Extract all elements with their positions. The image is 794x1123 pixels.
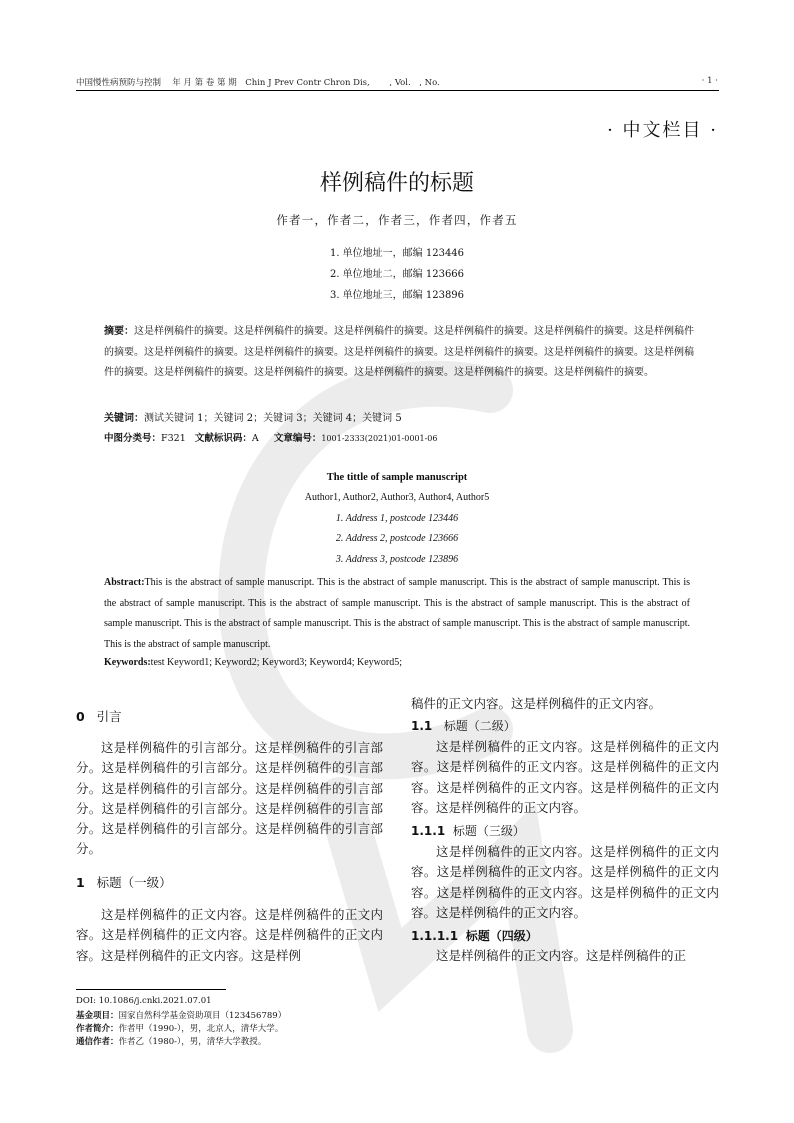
body-paragraph-1-continued: 稿件的正文内容。这是样例稿件的正文内容。 xyxy=(411,696,662,711)
footnote-correspondence-label: 通信作者： xyxy=(76,1037,119,1047)
column-name: · 中文栏目 · xyxy=(607,120,718,141)
header-rule xyxy=(76,90,719,91)
english-keywords xyxy=(104,657,402,668)
heading-1-1-text: 标题（二级） xyxy=(443,719,516,733)
running-header xyxy=(76,76,718,88)
page-number: · 1 · xyxy=(701,76,718,86)
footnote-rule xyxy=(76,989,226,990)
classification-line xyxy=(104,430,437,444)
english-address-2: 2. Address 2, postcode 123666 xyxy=(335,533,459,544)
heading-1-1-1-text: 标题（三级） xyxy=(452,824,525,838)
english-abstract-text: This is the abstract of sample manuscript. This is the abstract of sample manuscript. This is the abstract of sample manuscript. This is the abstract of sample manuscript. This is the abstract of sample manuscript. This is the abstract of sample manuscript. This is the abstract of sample manuscript. This is the abstract of sample manuscript. This is the abstract of sample manuscript. This is the abstract of sample manuscript. This is the abstract of sample manuscript. xyxy=(104,577,690,650)
article-title: 样例稿件的标题 xyxy=(319,171,474,196)
english-address-1: 1. Address 1, postcode 123446 xyxy=(335,513,459,524)
english-abstract-label: Abstract: xyxy=(104,577,145,588)
abstract-cn-text: 这是样例稿件的摘要。这是样例稿件的摘要。这是样例稿件的摘要。这是样例稿件的摘要。这是样例稿件的摘要。这是样例稿件的摘要。这是样例稿件的摘要。这是样例稿件的摘要。这是样例稿件的摘要。这是样例稿件的摘要。这是样例稿件的摘要。这是样例稿件的摘要。这是样例稿件的摘要。这是样例稿件的摘要。这是样例稿件的摘要。这是样例稿件的摘要。这是样例稿件的摘要。 xyxy=(104,326,694,378)
heading-1-1-1-1-text: 标题（四级） xyxy=(465,929,538,943)
heading-1-text: 标题（一级） xyxy=(96,875,172,890)
body-paragraph-1: 这是样例稿件的正文内容。这是样例稿件的正文内容。这是样例稿件的正文内容。这是样例稿件的正文内容。这是样例稿件的正文内容。这是样例 xyxy=(76,907,383,963)
article-number-label: 文章编号： xyxy=(273,433,322,444)
heading-1-1-1-1-number: 1.1.1.1 xyxy=(411,929,459,943)
heading-1-1-1-number: 1.1.1 xyxy=(411,824,446,838)
footnote-author-text: 作者甲（1990-），男，北京人，清华大学。 xyxy=(118,1024,284,1034)
heading-1-1-1-1 xyxy=(411,926,719,946)
address-1: 1. 单位地址一，邮编 123446 xyxy=(329,248,465,259)
abstract-cn-label: 摘要： xyxy=(104,326,134,337)
footnote-fund xyxy=(76,1009,286,1021)
heading-1 xyxy=(76,873,383,893)
keywords-cn-label: 关键词： xyxy=(104,413,144,424)
english-title: The tittle of sample manuscript xyxy=(326,472,468,483)
keywords-cn xyxy=(104,409,402,424)
english-keywords-text: test Keyword1; Keyword2; Keyword3; Keyword4; Keyword5; xyxy=(150,657,403,668)
body-paragraph-2: 这是样例稿件的正文内容。这是样例稿件的正文内容。这是样例稿件的正文内容。这是样例稿件的正文内容。这是样例稿件的正文内容。这是样例稿件的正文内容。这是样例稿件的正文内容。 xyxy=(411,739,719,815)
clc-value: F321 xyxy=(161,433,186,444)
footnote-author xyxy=(76,1022,283,1034)
english-authors: Author1, Author2, Author3, Author4, Author5 xyxy=(304,492,490,503)
heading-1-1-1 xyxy=(411,821,719,841)
author-list: 作者一，作者二，作者三，作者四，作者五 xyxy=(276,213,518,227)
intro-paragraph: 这是样例稿件的引言部分。这是样例稿件的引言部分。这是样例稿件的引言部分。这是样例稿件的引言部分。这是样例稿件的引言部分。这是样例稿件的引言部分。这是样例稿件的引言部分。这是样例稿件的引言部分。这是样例稿件的引言部分。这是样例稿件的引言部分。 xyxy=(76,740,383,857)
address-2: 2. 单位地址二，邮编 123666 xyxy=(329,269,465,280)
footnote-fund-text: 国家自然科学基金资助项目（123456789） xyxy=(118,1011,287,1021)
doc-code-label: 文献标识码： xyxy=(194,433,252,444)
footnote-fund-label: 基金项目： xyxy=(76,1011,119,1021)
english-address-3: 3. Address 3, postcode 123896 xyxy=(335,554,459,565)
article-number-value: 1001-2333(2021)01-0001-06 xyxy=(321,434,438,443)
body-paragraph-4: 这是样例稿件的正文内容。这是样例稿件的正 xyxy=(436,948,687,963)
footnote-author-label: 作者简介： xyxy=(76,1024,119,1034)
heading-1-1-number: 1.1 xyxy=(411,719,433,733)
english-keywords-label: Keywords: xyxy=(104,657,151,668)
heading-1-1 xyxy=(411,716,719,736)
doc-code-value: A xyxy=(251,433,259,444)
footnote-correspondence-text: 作者乙（1980-），男，清华大学教授。 xyxy=(118,1037,267,1047)
heading-0 xyxy=(76,707,383,727)
heading-0-number: 0 xyxy=(76,709,85,724)
address-3: 3. 单位地址三，邮编 123896 xyxy=(329,290,465,301)
heading-0-text: 引言 xyxy=(96,709,122,724)
abstract-cn xyxy=(104,322,694,384)
body-paragraph-3: 这是样例稿件的正文内容。这是样例稿件的正文内容。这是样例稿件的正文内容。这是样例稿件的正文内容。这是样例稿件的正文内容。这是样例稿件的正文内容。这是样例稿件的正文内容。 xyxy=(411,844,719,920)
clc-label: 中图分类号： xyxy=(104,433,162,444)
heading-1-number: 1 xyxy=(76,875,85,890)
footnote-correspondence xyxy=(76,1035,266,1047)
keywords-cn-text: 测试关键词 1；关键词 2；关键词 3；关键词 4；关键词 5 xyxy=(144,413,402,424)
footnote-doi: DOI: 10.1086/j.cnki.2021.07.01 xyxy=(76,996,212,1006)
header-journal-info: 中国慢性病预防与控制 年 月 第 卷 第 期 Chin J Prev Contr Chron Dis, , Vol. , No. xyxy=(76,78,440,88)
english-abstract xyxy=(104,573,690,655)
